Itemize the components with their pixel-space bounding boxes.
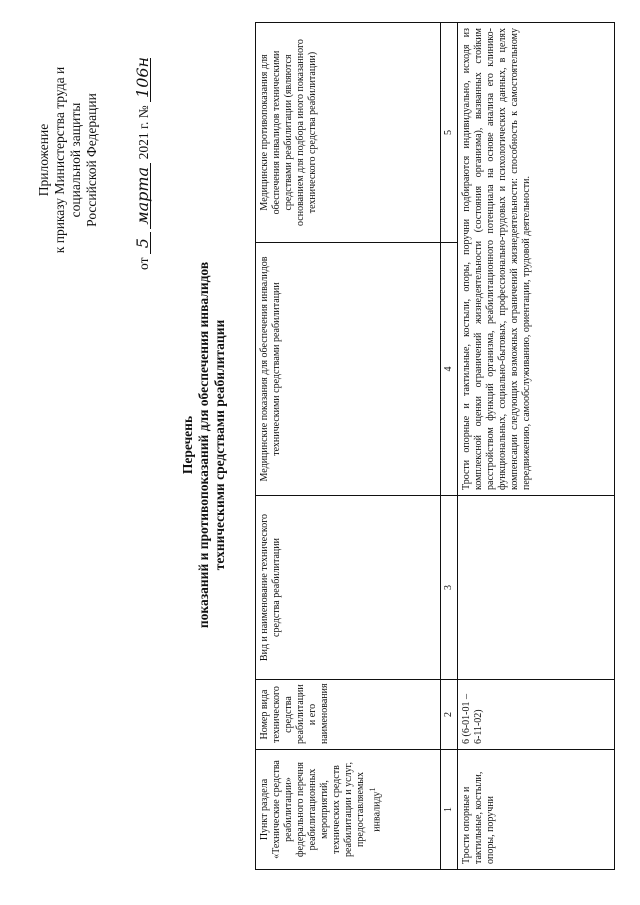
header-cell-number: Номер вида технического средства реабилитации и его наименования bbox=[256, 680, 441, 750]
cell-indications: Трости опорные и тактильные, костыли, опоры, поручни подбираются индивидуально, исходя из комплексной оценки ограничений жизнедеятельности (состояния организма), вызванных стойким расстройством функций организма, реабилитационного потенциала на основе анализа его клинико-функциональных, социально-бытовых, профессионально-трудовых и психологических данных, в целях компенсации следующих возможных ограничений жизнедеятельности: способность к самостоятельному передвижению, самообслуживанию, ориентации, трудовой деятельности. bbox=[458, 23, 615, 496]
document-title bbox=[180, 235, 228, 655]
cell-type bbox=[458, 496, 615, 680]
header-cell-contraindications: Медицинские противопоказания для обеспечения инвалидов техническими средствами реабилитации (являются основанием для подбора иного показанного технического средства реабилитации) bbox=[256, 23, 441, 243]
header-text: Пункт раздела «Технические средства реабилитации» федерального перечня реабилитационных мероприятий, технических средств реабилитации и услуг, предоставляемых инвалиду bbox=[259, 760, 383, 859]
order-prefix: от bbox=[136, 257, 151, 270]
table-header-row bbox=[256, 23, 441, 870]
header-cell-type: Вид и наименование технического средства реабилитации bbox=[256, 496, 441, 680]
title-line: Перечень bbox=[180, 415, 195, 475]
title-line: техническими средствами реабилитации bbox=[212, 319, 227, 571]
cell-number: 6 (6-01-01 – 6-11-02) bbox=[458, 680, 615, 750]
appendix-block bbox=[36, 40, 100, 280]
title-line: показаний и противопоказаний для обеспечения инвалидов bbox=[196, 261, 211, 629]
order-month: марта bbox=[136, 163, 151, 229]
column-number: 5 bbox=[441, 23, 458, 243]
appendix-line: к приказу Министерства труда и bbox=[52, 66, 67, 254]
column-number: 2 bbox=[441, 680, 458, 750]
table-number-row bbox=[441, 23, 458, 870]
order-day: 5 bbox=[136, 232, 151, 254]
cell-item: Трости опорные и тактильные, костыли, опоры, поручни bbox=[458, 750, 615, 870]
order-number: 106н bbox=[136, 58, 151, 102]
column-number: 4 bbox=[441, 243, 458, 496]
footnote-mark: 1 bbox=[368, 787, 377, 792]
order-year: 2021 г. № bbox=[136, 105, 151, 160]
appendix-line: Российской Федерации bbox=[84, 93, 99, 227]
column-number: 3 bbox=[441, 496, 458, 680]
appendix-line: Приложение bbox=[36, 123, 51, 197]
table-row bbox=[458, 23, 615, 870]
header-cell-item bbox=[256, 750, 441, 870]
column-number: 1 bbox=[441, 750, 458, 870]
indications-table bbox=[255, 22, 615, 870]
header-cell-indications: Медицинские показания для обеспечения инвалидов техническими средствами реабилитации bbox=[256, 243, 441, 496]
order-date-line bbox=[133, 30, 152, 270]
appendix-line: социальной защиты bbox=[68, 102, 83, 218]
